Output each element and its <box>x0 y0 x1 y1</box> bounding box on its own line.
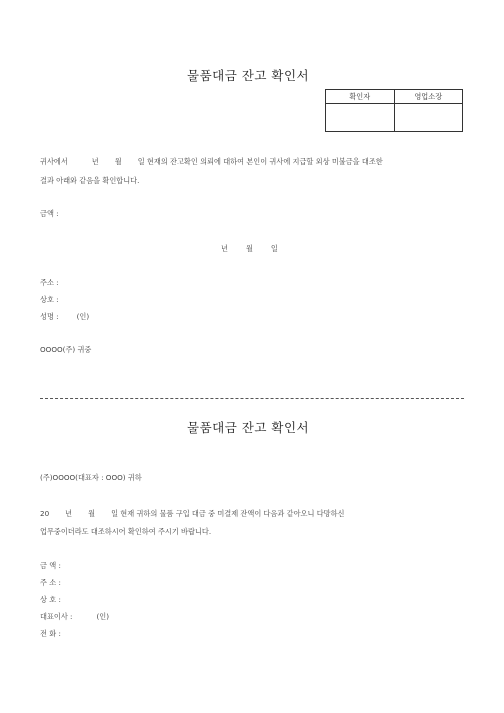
date-day: 일 <box>270 244 278 253</box>
request-paragraph-line1 <box>40 510 345 517</box>
field-address-label: 주 소 : <box>40 578 61 587</box>
name-line <box>40 313 89 320</box>
seal-mark: (인) <box>76 312 90 321</box>
document-title: 물품대금 잔고 확인서 <box>187 68 310 83</box>
date-year: 년 <box>221 244 228 253</box>
date-line <box>221 245 278 252</box>
field-phone-label: 전 화 : <box>40 629 61 638</box>
approval-sign-cell-confirmer <box>326 104 395 132</box>
para-year: 년 <box>91 157 99 166</box>
seal-mark-2: (인) <box>96 612 110 621</box>
para2-year-prefix: 20 <box>40 509 50 518</box>
para-prefix: 귀사에서 <box>40 157 68 166</box>
document-title-2: 물품대금 잔고 확인서 <box>187 420 310 435</box>
para-rest: 일 현재의 잔고확인 의뢰에 대하여 본인이 귀사에 지급할 외상 미불금을 대조한 <box>137 157 383 166</box>
field-company-label: 상 호 : <box>40 595 61 604</box>
field-ceo-line <box>40 613 109 620</box>
para2-month: 월 <box>88 509 96 518</box>
addressee-line: (주)OOOO(대표자 : OOO) 귀하 <box>40 473 142 482</box>
para2-rest: 일 현재 귀하의 물품 구입 대금 중 미결제 잔액이 다음과 같아오니 다망하신 <box>111 509 345 518</box>
field-amount-label: 금 액 : <box>40 561 61 570</box>
name-label: 성명 : <box>40 312 59 321</box>
date-month: 월 <box>245 244 253 253</box>
request-paragraph-line2: 업무중이더라도 대조하시어 확인하여 주시기 바랍니다. <box>40 527 212 536</box>
confirmation-paragraph-line2: 결과 아래와 같음을 확인합니다. <box>40 176 140 185</box>
company-label: 상호 : <box>40 295 59 304</box>
address-label: 주소 : <box>40 278 59 287</box>
amount-label: 금액 : <box>40 209 59 218</box>
para2-year: 년 <box>65 509 73 518</box>
approval-header-confirmer: 확인자 <box>326 90 395 104</box>
para-month: 월 <box>114 157 122 166</box>
approval-sign-cell-branch-manager <box>394 104 463 132</box>
confirmation-paragraph-line1 <box>40 158 383 165</box>
cut-line-divider <box>40 398 464 399</box>
approval-header-branch-manager: 영업소장 <box>394 90 463 104</box>
field-ceo-label: 대표이사 : <box>40 612 73 621</box>
approval-table <box>325 89 463 132</box>
recipient-line: OOOO(주) 귀중 <box>40 345 92 354</box>
